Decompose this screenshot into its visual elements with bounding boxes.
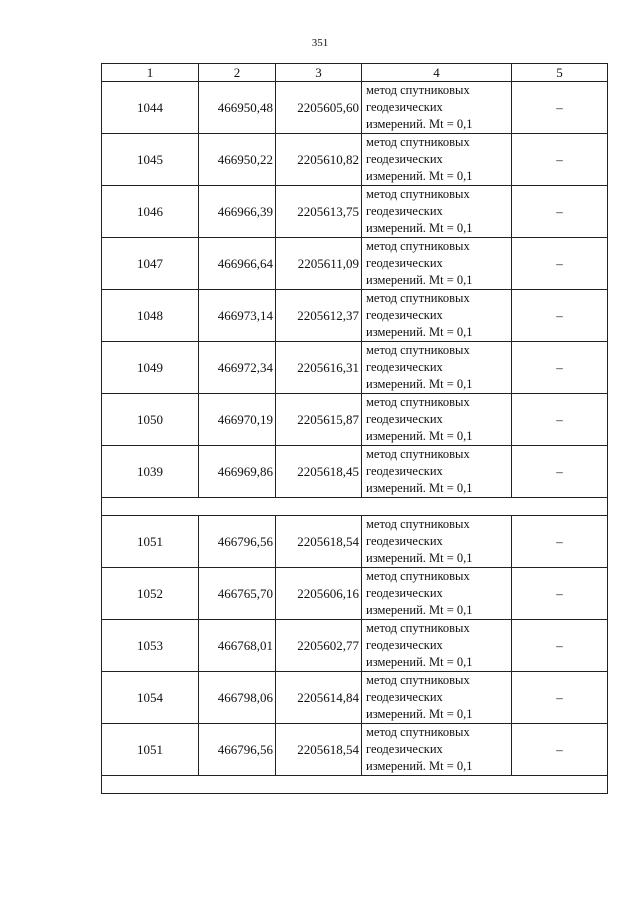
note-cell: –	[512, 568, 608, 620]
method-line: измерений. Mt = 0,1	[366, 221, 473, 235]
y-coordinate-cell: 2205612,37	[276, 290, 362, 342]
y-coordinate-cell: 2205611,09	[276, 238, 362, 290]
column-header-3: 3	[276, 64, 362, 82]
method-line: геодезических	[366, 742, 443, 756]
method-line: измерений. Mt = 0,1	[366, 273, 473, 287]
method-line: метод спутниковых	[366, 447, 470, 461]
note-cell: –	[512, 290, 608, 342]
method-cell	[362, 342, 512, 394]
y-coordinate-cell: 2205610,82	[276, 134, 362, 186]
point-number-cell: 1049	[102, 342, 199, 394]
method-cell	[362, 290, 512, 342]
table-header	[102, 64, 608, 82]
table-row	[102, 724, 608, 776]
method-cell	[362, 134, 512, 186]
note-cell: –	[512, 342, 608, 394]
table-row	[102, 134, 608, 186]
table-row	[102, 290, 608, 342]
method-line: метод спутниковых	[366, 725, 470, 739]
x-coordinate-cell: 466970,19	[199, 394, 276, 446]
note-cell: –	[512, 724, 608, 776]
y-coordinate-cell: 2205605,60	[276, 82, 362, 134]
method-line: геодезических	[366, 464, 443, 478]
x-coordinate-cell: 466973,14	[199, 290, 276, 342]
x-coordinate-cell: 466796,56	[199, 724, 276, 776]
y-coordinate-cell: 2205618,54	[276, 724, 362, 776]
x-coordinate-cell: 466765,70	[199, 568, 276, 620]
y-coordinate-cell: 2205618,54	[276, 516, 362, 568]
point-number-cell: 1051	[102, 516, 199, 568]
group-separator-row	[102, 776, 608, 794]
x-coordinate-cell: 466966,39	[199, 186, 276, 238]
x-coordinate-cell: 466972,34	[199, 342, 276, 394]
column-header-1: 1	[102, 64, 199, 82]
method-line: геодезических	[366, 534, 443, 548]
table-body	[102, 82, 608, 794]
method-line: измерений. Mt = 0,1	[366, 707, 473, 721]
method-line: измерений. Mt = 0,1	[366, 655, 473, 669]
y-coordinate-cell: 2205614,84	[276, 672, 362, 724]
point-number-cell: 1053	[102, 620, 199, 672]
empty-separator-cell	[102, 776, 608, 794]
method-line: метод спутниковых	[366, 239, 470, 253]
point-number-cell: 1046	[102, 186, 199, 238]
method-cell	[362, 620, 512, 672]
y-coordinate-cell: 2205618,45	[276, 446, 362, 498]
x-coordinate-cell: 466950,48	[199, 82, 276, 134]
x-coordinate-cell: 466768,01	[199, 620, 276, 672]
method-line: измерений. Mt = 0,1	[366, 759, 473, 773]
y-coordinate-cell: 2205613,75	[276, 186, 362, 238]
y-coordinate-cell: 2205615,87	[276, 394, 362, 446]
table-row	[102, 238, 608, 290]
note-cell: –	[512, 516, 608, 568]
method-line: геодезических	[366, 204, 443, 218]
table-row	[102, 394, 608, 446]
method-line: измерений. Mt = 0,1	[366, 481, 473, 495]
table-row	[102, 186, 608, 238]
point-number-cell: 1052	[102, 568, 199, 620]
x-coordinate-cell: 466969,86	[199, 446, 276, 498]
point-number-cell: 1044	[102, 82, 199, 134]
note-cell: –	[512, 672, 608, 724]
method-line: геодезических	[366, 412, 443, 426]
method-line: измерений. Mt = 0,1	[366, 117, 473, 131]
method-line: измерений. Mt = 0,1	[366, 325, 473, 339]
method-line: измерений. Mt = 0,1	[366, 429, 473, 443]
method-line: метод спутниковых	[366, 187, 470, 201]
method-line: измерений. Mt = 0,1	[366, 551, 473, 565]
column-header-2: 2	[199, 64, 276, 82]
note-cell: –	[512, 134, 608, 186]
table-row	[102, 672, 608, 724]
method-line: геодезических	[366, 152, 443, 166]
table-row	[102, 342, 608, 394]
table-row	[102, 620, 608, 672]
note-cell: –	[512, 238, 608, 290]
method-line: измерений. Mt = 0,1	[366, 377, 473, 391]
note-cell: –	[512, 446, 608, 498]
table-row	[102, 516, 608, 568]
method-cell	[362, 394, 512, 446]
table-row	[102, 568, 608, 620]
method-line: метод спутниковых	[366, 83, 470, 97]
method-cell	[362, 516, 512, 568]
x-coordinate-cell: 466796,56	[199, 516, 276, 568]
note-cell: –	[512, 82, 608, 134]
point-number-cell: 1054	[102, 672, 199, 724]
method-line: геодезических	[366, 256, 443, 270]
y-coordinate-cell: 2205602,77	[276, 620, 362, 672]
method-line: метод спутниковых	[366, 135, 470, 149]
header-row	[102, 64, 608, 82]
method-line: метод спутниковых	[366, 569, 470, 583]
table-row	[102, 446, 608, 498]
table-row	[102, 82, 608, 134]
method-cell	[362, 672, 512, 724]
method-line: метод спутниковых	[366, 517, 470, 531]
x-coordinate-cell: 466966,64	[199, 238, 276, 290]
column-header-5: 5	[512, 64, 608, 82]
point-number-cell: 1039	[102, 446, 199, 498]
method-cell	[362, 186, 512, 238]
method-cell	[362, 82, 512, 134]
empty-separator-cell	[102, 498, 608, 516]
method-line: геодезических	[366, 690, 443, 704]
method-line: измерений. Mt = 0,1	[366, 603, 473, 617]
method-cell	[362, 446, 512, 498]
page-number: 351	[311, 37, 329, 49]
method-line: метод спутниковых	[366, 621, 470, 635]
method-line: геодезических	[366, 308, 443, 322]
point-number-cell: 1050	[102, 394, 199, 446]
method-line: геодезических	[366, 586, 443, 600]
method-line: метод спутниковых	[366, 343, 470, 357]
method-line: метод спутниковых	[366, 673, 470, 687]
y-coordinate-cell: 2205616,31	[276, 342, 362, 394]
note-cell: –	[512, 394, 608, 446]
method-cell	[362, 568, 512, 620]
group-separator-row	[102, 498, 608, 516]
method-line: геодезических	[366, 360, 443, 374]
note-cell: –	[512, 620, 608, 672]
method-line: метод спутниковых	[366, 395, 470, 409]
method-line: геодезических	[366, 638, 443, 652]
point-number-cell: 1048	[102, 290, 199, 342]
method-line: измерений. Mt = 0,1	[366, 169, 473, 183]
method-line: метод спутниковых	[366, 291, 470, 305]
method-line: геодезических	[366, 100, 443, 114]
y-coordinate-cell: 2205606,16	[276, 568, 362, 620]
point-number-cell: 1051	[102, 724, 199, 776]
column-header-4: 4	[362, 64, 512, 82]
coordinates-table	[101, 63, 608, 794]
method-cell	[362, 724, 512, 776]
point-number-cell: 1045	[102, 134, 199, 186]
point-number-cell: 1047	[102, 238, 199, 290]
x-coordinate-cell: 466798,06	[199, 672, 276, 724]
x-coordinate-cell: 466950,22	[199, 134, 276, 186]
method-cell	[362, 238, 512, 290]
note-cell: –	[512, 186, 608, 238]
